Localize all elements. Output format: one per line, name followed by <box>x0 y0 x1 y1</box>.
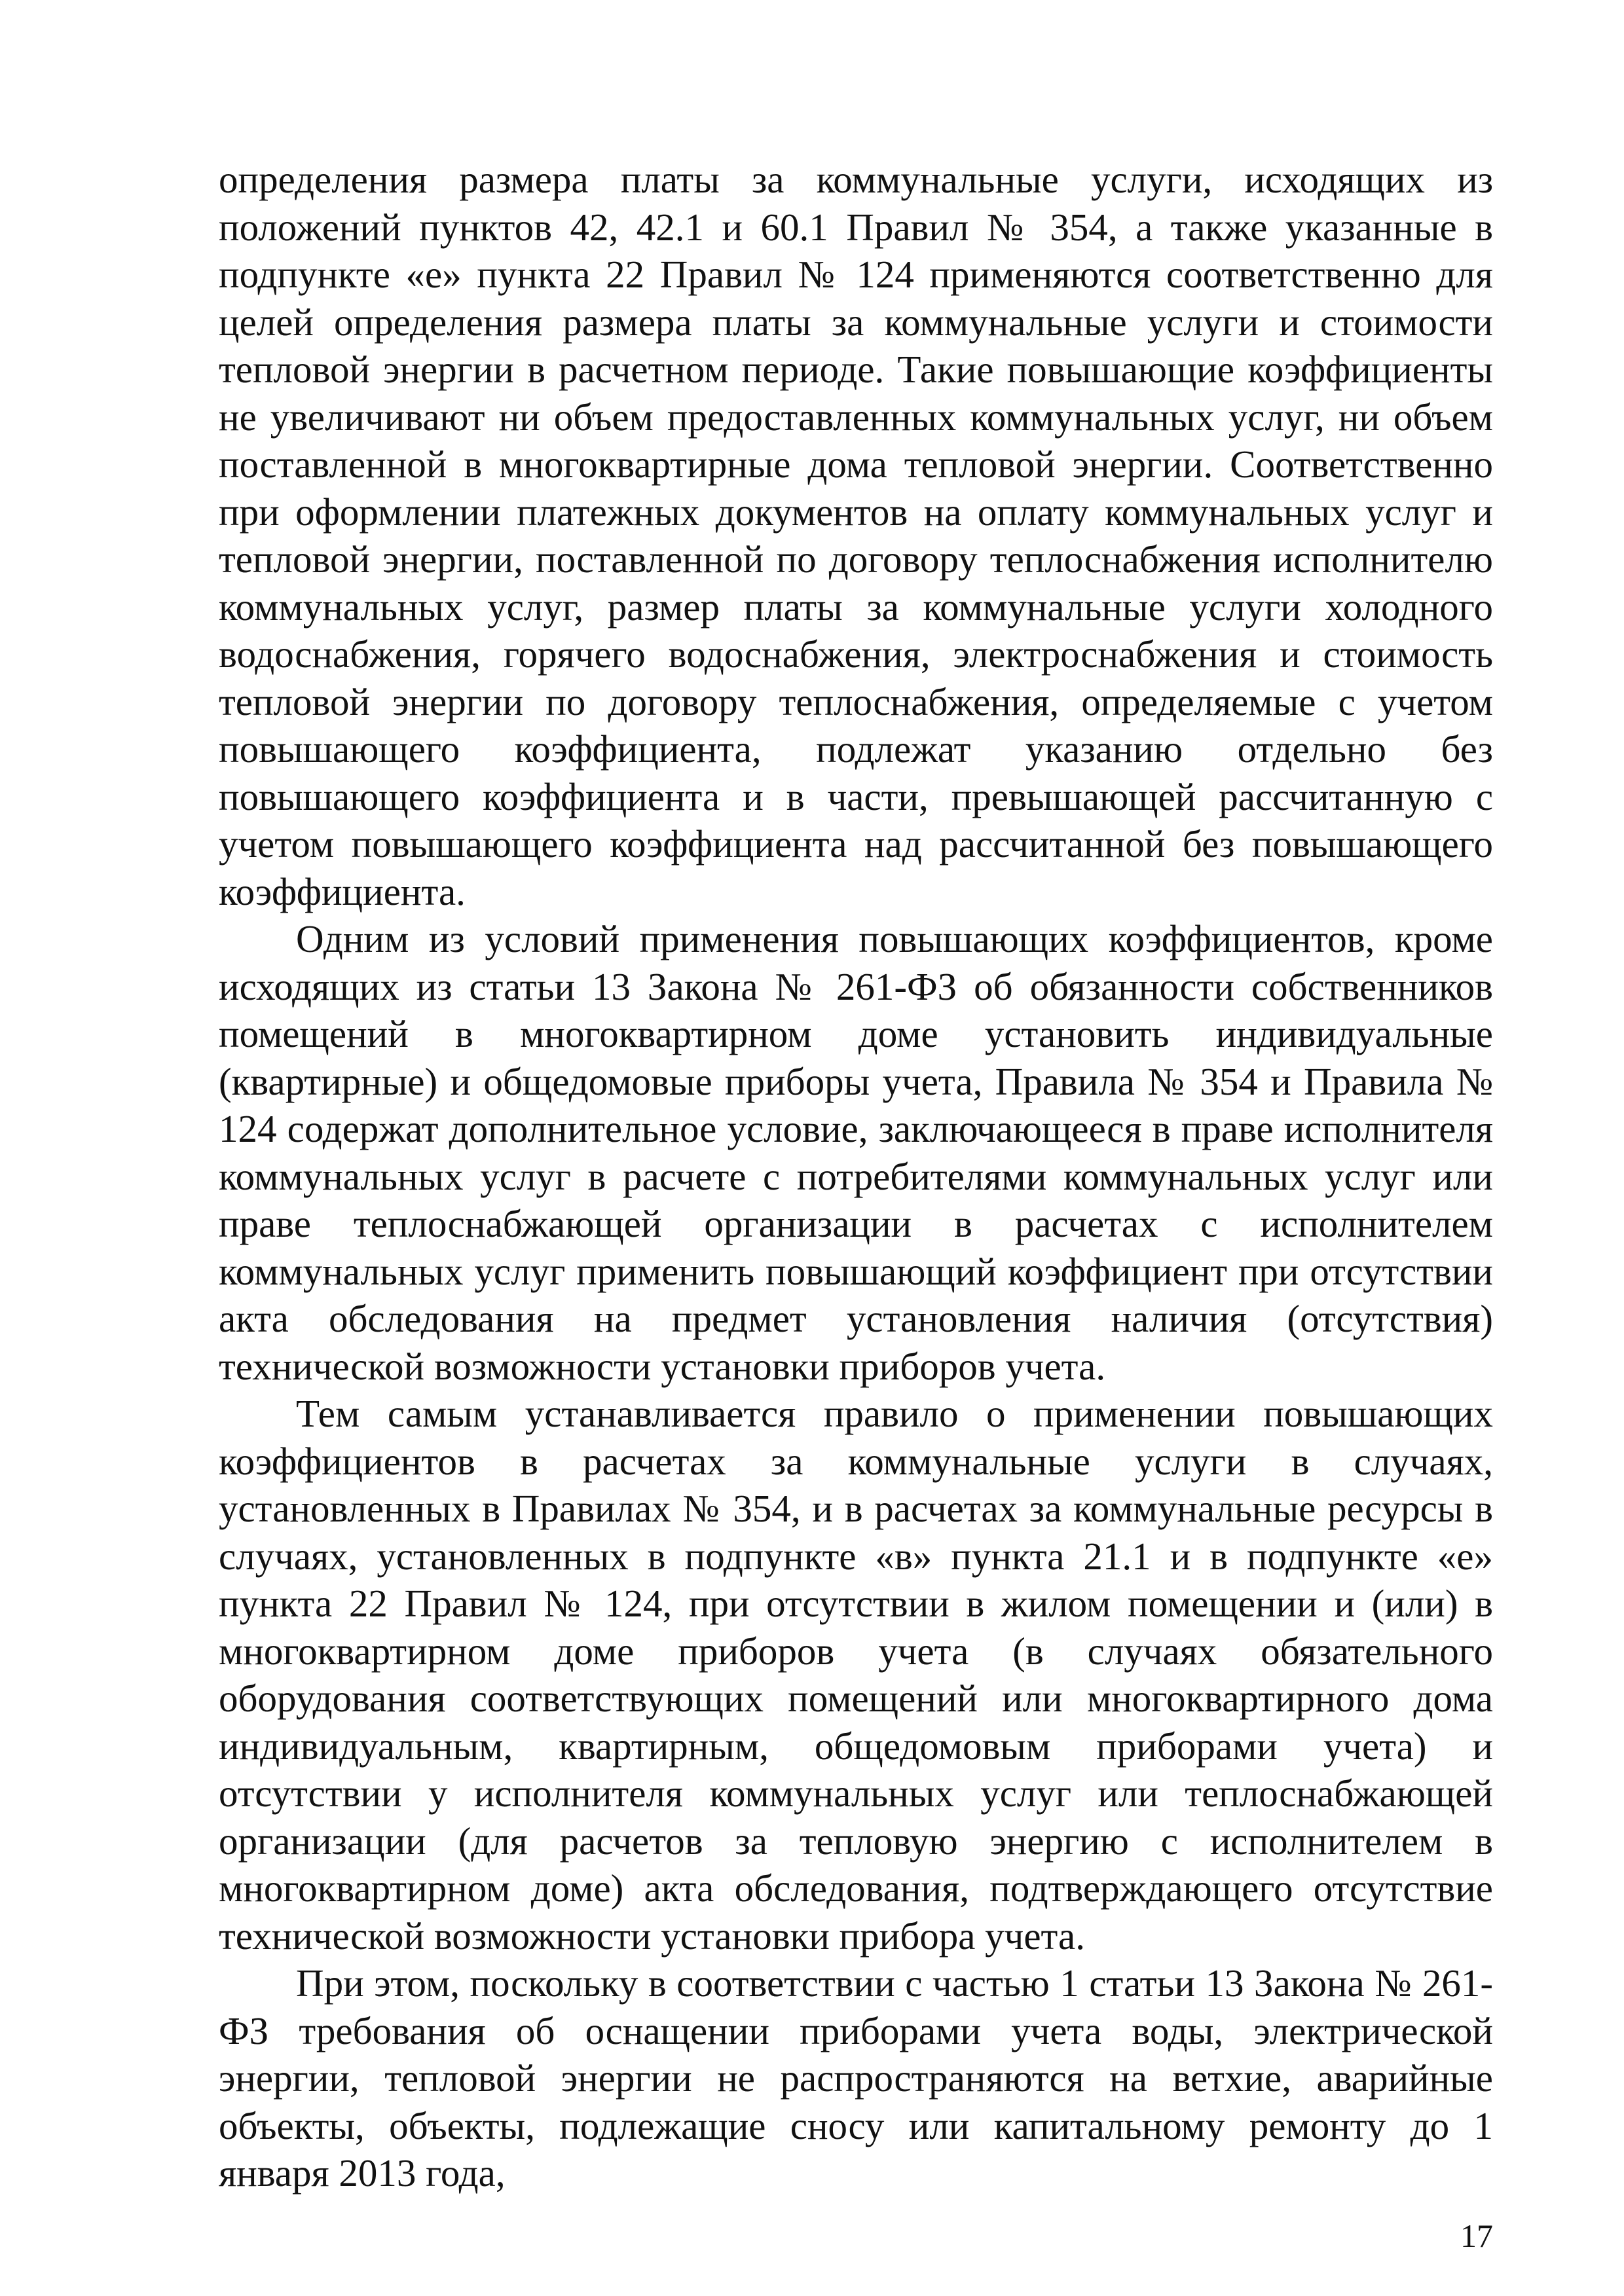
paragraph: Одним из условий применения повышающих коэффициентов, кроме исходящих из статьи 13 Закона № 261-ФЗ об обязанности собственников помещений в многоквартирном доме установить индивидуальные (квартирные) и общедомовые приборы учета, Правила № 354 и Правила № 124 содержат дополнительное условие, заключающееся в праве исполнителя коммунальных услуг в расчете с потребителями коммунальных услуг или праве теплоснабжающей организации в расчетах с исполнителем коммунальных услуг применить повышающий коэффициент при отсутствии акта обследования на предмет установления наличия (отсутствия) технической возможности установки приборов учета. <box>219 917 1493 1388</box>
paragraph-continued: определения размера платы за коммунальные услуги, исходящих из положений пунктов 42, 42.1 и 60.1 Правил № 354, а также указанные в подпункте «е» пункта 22 Правил № 124 применяются соответственно для целей определения размера платы за коммунальные услуги и стоимости тепловой энергии в расчетном периоде. Такие повышающие коэффициенты не увеличивают ни объем предоставленных коммунальных услуг, ни объем поставленной в многоквартирные дома тепловой энергии. Соответственно при оформлении платежных документов на оплату коммунальных услуг и тепловой энергии, поставленной по договору теплоснабжения исполнителю коммунальных услуг, размер платы за коммунальные услуги холодного водоснабжения, горячего водоснабжения, электроснабжения и стоимость тепловой энергии по договору теплоснабжения, определяемые с учетом повышающего коэффициента, подлежат указанию отдельно без повышающего коэффициента и в части, превышающей рассчитанную с учетом повышающего коэффициента над рассчитанной без повышающего коэффициента. <box>219 158 1493 913</box>
page-number: 17 <box>1460 2217 1493 2254</box>
paragraph: Тем самым устанавливается правило о применении повышающих коэффициентов в расчетах за коммунальные услуги в случаях, установленных в Правилах № 354, и в расчетах за коммунальные ресурсы в случаях, установленных в подпункте «в» пункта 21.1 и в подпункте «е» пункта 22 Правил № 124, при отсутствии в жилом помещении и (или) в многоквартирном доме приборов учета (в случаях обязательного оборудования соответствующих помещений или многоквартирного дома индивидуальным, квартирным, общедомовым приборами учета) и отсутствии у исполнителя коммунальных услуг или теплоснабжающей организации (для расчетов за тепловую энергию с исполнителем в многоквартирном доме) акта обследования, подтверждающего отсутствие технической возможности установки прибора учета. <box>219 1392 1493 1958</box>
paragraph: При этом, поскольку в соответствии с частью 1 статьи 13 Закона № 261-ФЗ требования об оснащении приборами учета воды, электрической энергии, тепловой энергии не распространяются на ветхие, аварийные объекты, объекты, подлежащие сносу или капитальному ремонту до 1 января 2013 года, <box>219 1961 1493 2195</box>
body-text <box>219 156 1493 2197</box>
